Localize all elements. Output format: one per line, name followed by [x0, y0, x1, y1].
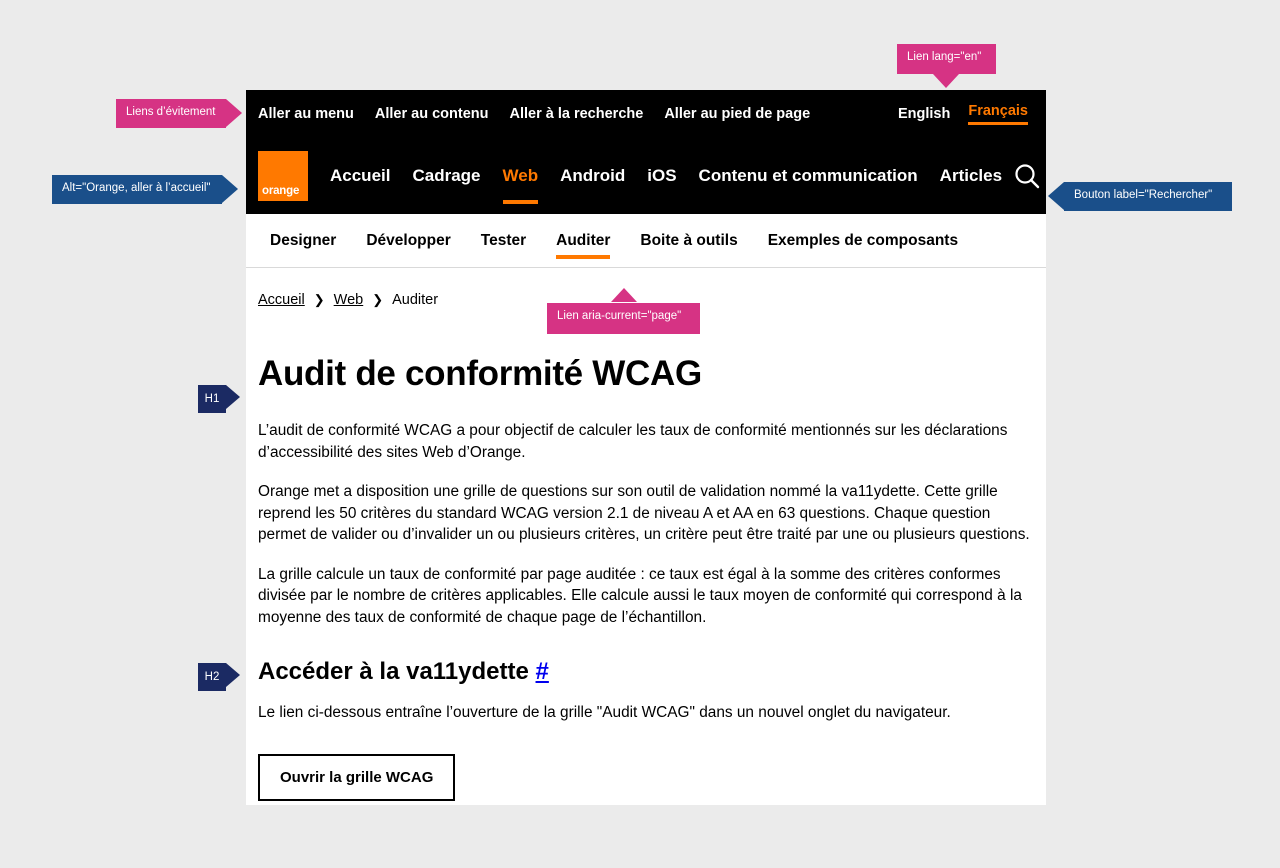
- subnav-item-developper[interactable]: Développer: [366, 231, 451, 249]
- section-heading-text: Accéder à la va11ydette: [258, 658, 529, 685]
- orange-logo[interactable]: [258, 151, 308, 201]
- subnav-item-boite-a-outils[interactable]: Boite à outils: [640, 231, 738, 249]
- language-link-english[interactable]: English: [897, 105, 951, 122]
- intro-paragraph-3: La grille calcule un taux de conformité par page auditée : ce taux est égal à la somme des critères conformes divisée par le nombre de critères applicables. Elle calcule aussi le taux moyen de conformité qui correspond à la moyenne des taux de conformité de chaque page de l’échantillon.: [258, 565, 1022, 626]
- breadcrumb-link-web[interactable]: Web: [333, 292, 364, 308]
- annotation-h2-badge-pointer: [226, 663, 240, 687]
- breadcrumb-link-accueil[interactable]: Accueil: [258, 292, 305, 308]
- annotation-search-button-pointer: [1048, 182, 1064, 210]
- nav-item-ios[interactable]: iOS: [647, 165, 677, 185]
- nav-item-accueil[interactable]: Accueil: [330, 165, 391, 185]
- nav-item-web[interactable]: Web: [503, 137, 539, 214]
- subnav-item-designer[interactable]: Designer: [270, 231, 337, 249]
- main-nav-items: [330, 137, 1002, 214]
- annotation-skip-links-pointer: [226, 99, 242, 127]
- annotation-h1-badge-pointer: [226, 385, 240, 409]
- intro-paragraph-1: L’audit de conformité WCAG a pour objectif de calculer les taux de conformité mentionnés sur les déclarations d’accessibilité des sites Web d’Orange.: [258, 422, 1008, 461]
- annotation-h1-badge: H1: [198, 385, 226, 413]
- subnav-item-tester[interactable]: Tester: [480, 231, 527, 249]
- intro-paragraph-2: Orange met a disposition une grille de questions sur son outil de validation nommé la va11ydette. Cette grille reprend les 50 critères du standard WCAG version 2.1 de niveau A et AA en 63 questions. Chaque question permet de valider ou d’invalider un ou plusieurs critères, un critère peut être traité par une ou plusieurs questions.: [258, 483, 1030, 543]
- annotation-search-button: Bouton label="Rechercher": [1064, 182, 1232, 211]
- breadcrumb-separator-icon: ❯: [372, 292, 384, 307]
- skip-link-content[interactable]: Aller au contenu: [374, 105, 489, 122]
- main-navigation: [246, 137, 1046, 214]
- annotation-lang-en-pointer: [933, 74, 959, 88]
- sub-navigation: [246, 214, 1046, 268]
- skip-links-group: [258, 106, 898, 122]
- annotation-logo-alt-pointer: [222, 175, 238, 203]
- search-button[interactable]: [1012, 161, 1042, 191]
- annotation-logo-alt: Alt="Orange, aller à l’accueil": [52, 175, 222, 204]
- language-switcher: [898, 103, 1028, 125]
- skip-link-footer[interactable]: Aller au pied de page: [664, 105, 811, 122]
- language-link-francais[interactable]: Français: [968, 103, 1028, 125]
- subnav-item-exemples-de-composants[interactable]: Exemples de composants: [767, 231, 959, 249]
- website-frame: [246, 90, 1046, 805]
- annotation-aria-current-pointer: [611, 288, 637, 302]
- page-title: Audit de conformité WCAG: [258, 354, 702, 393]
- skip-link-menu[interactable]: Aller au menu: [258, 105, 354, 122]
- breadcrumb-separator-icon: ❯: [313, 292, 325, 307]
- search-icon: [1012, 161, 1042, 191]
- annotation-aria-current: Lien aria-current="page": [547, 303, 700, 334]
- anchor-link-icon[interactable]: #: [535, 658, 549, 685]
- breadcrumb-current-auditer: Auditer: [392, 292, 439, 308]
- nav-item-contenu-et-communication[interactable]: Contenu et communication: [698, 165, 918, 185]
- annotation-lang-en: Lien lang="en": [897, 44, 996, 74]
- subnav-item-auditer[interactable]: Auditer: [556, 214, 610, 267]
- orange-logo-text: orange: [262, 184, 300, 197]
- nav-item-articles[interactable]: Articles: [939, 165, 1003, 185]
- section-heading-acceder-va11ydette: [258, 658, 1034, 686]
- open-wcag-grid-button[interactable]: Ouvrir la grille WCAG: [258, 754, 455, 801]
- page-content: [246, 268, 1046, 801]
- nav-item-cadrage[interactable]: Cadrage: [412, 165, 481, 185]
- nav-item-android[interactable]: Android: [560, 165, 626, 185]
- skip-links-bar: [246, 90, 1046, 137]
- annotation-h2-badge: H2: [198, 663, 226, 691]
- annotation-skip-links: Liens d’évitement: [116, 99, 226, 128]
- section-paragraph: Le lien ci-dessous entraîne l’ouverture de la grille "Audit WCAG" dans un nouvel onglet du navigateur.: [258, 704, 951, 721]
- skip-link-search[interactable]: Aller à la recherche: [509, 105, 644, 122]
